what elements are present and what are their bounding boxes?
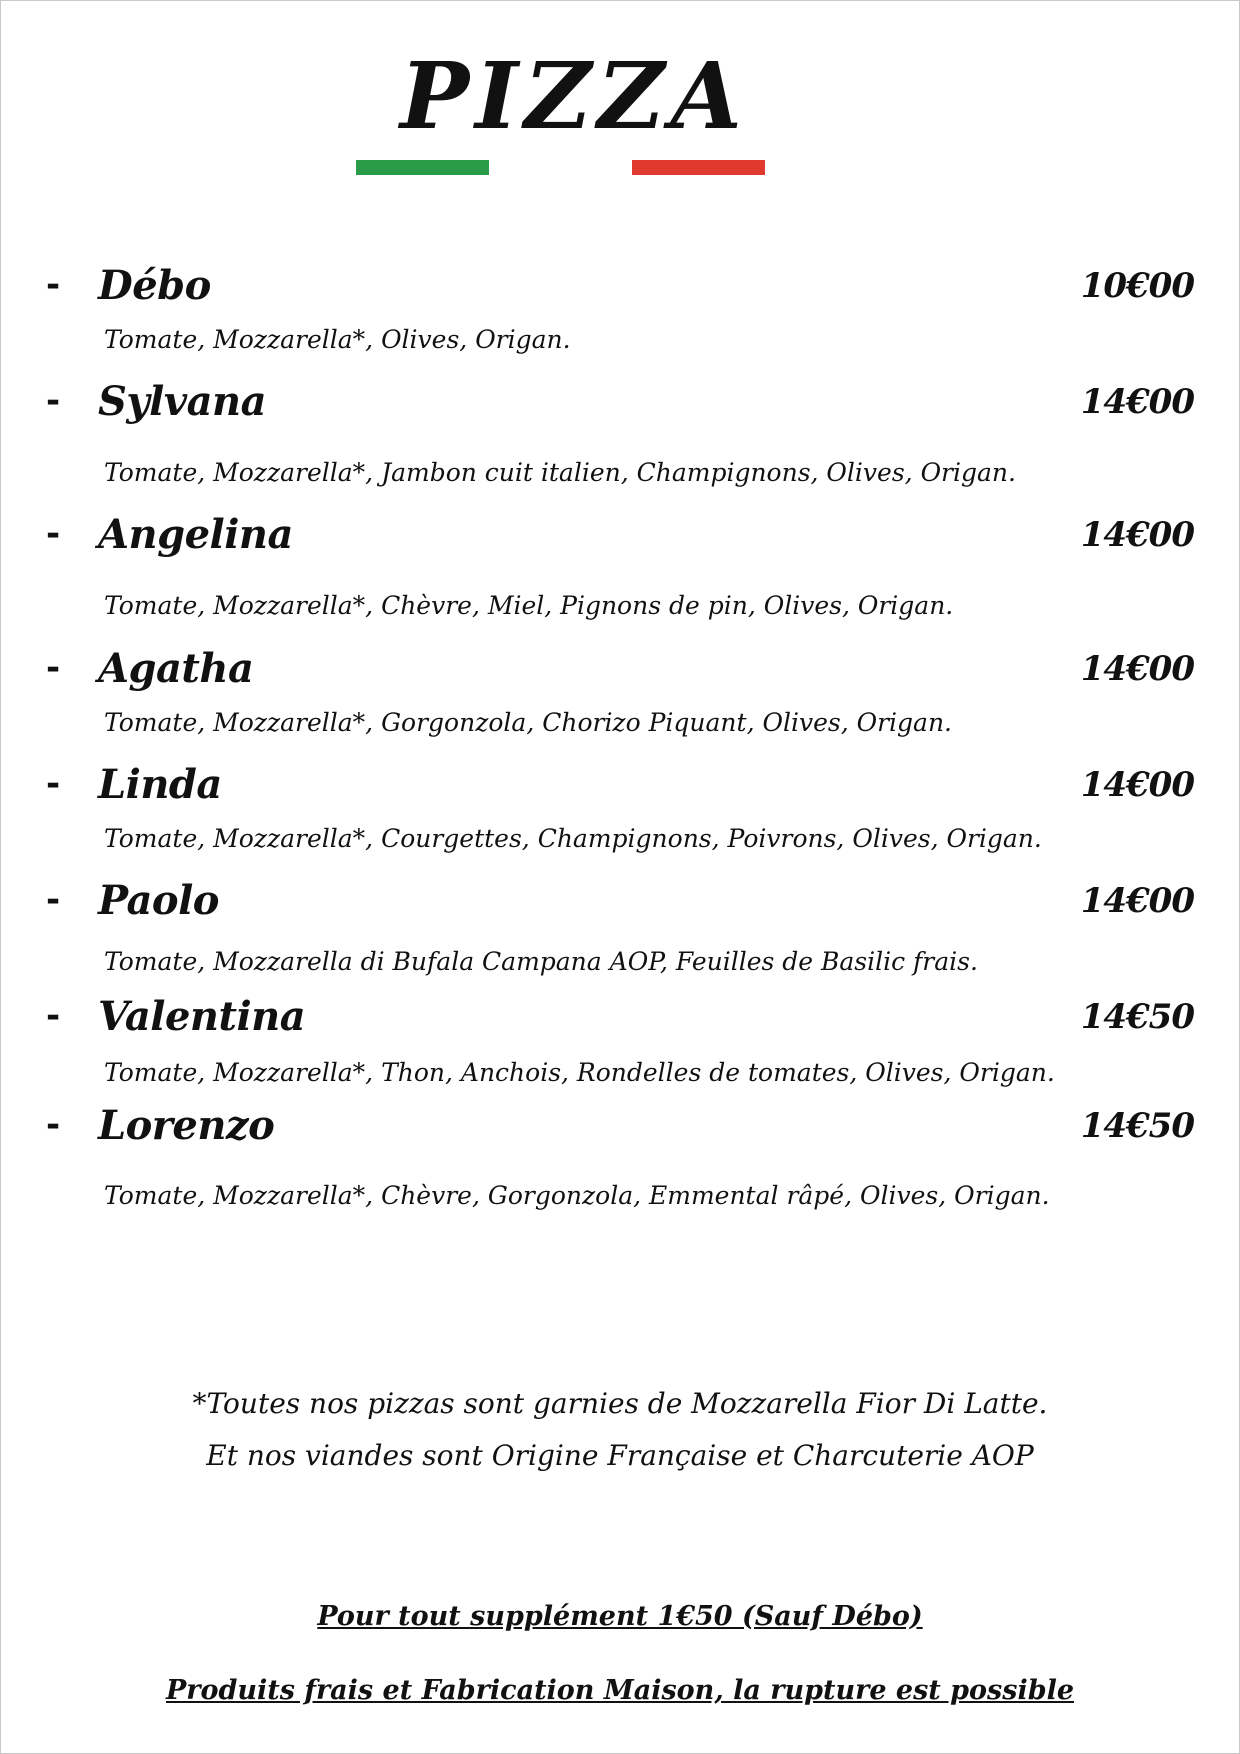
item-price: 14€00 (1080, 382, 1194, 422)
item-description: Tomate, Mozzarella*, Jambon cuit italien, Champignons, Olives, Origan. (104, 458, 1016, 487)
item-dash: - (46, 514, 61, 554)
item-description: Tomate, Mozzarella*, Courgettes, Champignons, Poivrons, Olives, Origan. (104, 824, 1042, 853)
item-dash: - (46, 1105, 61, 1145)
flag-red-bar (632, 160, 765, 175)
menu-title: PIZZA (400, 42, 748, 150)
fresh-products-notice: Produits frais et Fabrication Maison, la rupture est possible (165, 1675, 1075, 1706)
item-price: 14€50 (1080, 997, 1194, 1037)
item-dash: - (46, 648, 61, 688)
item-name: Valentina (98, 993, 306, 1040)
item-name: Angelina (98, 511, 293, 558)
item-price: 14€00 (1080, 881, 1194, 921)
item-dash: - (46, 381, 61, 421)
item-dash: - (46, 996, 61, 1036)
item-description: Tomate, Mozzarella di Bufala Campana AOP, Feuilles de Basilic frais. (104, 947, 978, 976)
item-description: Tomate, Mozzarella*, Gorgonzola, Chorizo Piquant, Olives, Origan. (104, 708, 952, 737)
item-description: Tomate, Mozzarella*, Chèvre, Miel, Pignons de pin, Olives, Origan. (104, 591, 954, 620)
flag-green-bar (356, 160, 489, 175)
item-name: Lorenzo (98, 1102, 275, 1149)
item-description: Tomate, Mozzarella*, Chèvre, Gorgonzola, Emmental râpé, Olives, Origan. (104, 1181, 1050, 1210)
item-description: Tomate, Mozzarella*, Olives, Origan. (104, 325, 571, 354)
footnote-mozzarella: *Toutes nos pizzas sont garnies de Mozzarella Fior Di Latte. (192, 1387, 1048, 1420)
item-dash: - (46, 265, 61, 305)
item-dash: - (46, 880, 61, 920)
item-price: 14€00 (1080, 765, 1194, 805)
item-name: Agatha (98, 645, 254, 692)
item-name: Sylvana (98, 378, 266, 425)
item-price: 10€00 (1080, 266, 1194, 306)
supplement-notice: Pour tout supplément 1€50 (Sauf Débo) (317, 1601, 923, 1632)
item-price: 14€50 (1080, 1106, 1194, 1146)
item-name: Paolo (98, 877, 219, 924)
item-price: 14€00 (1080, 649, 1194, 689)
item-name: Linda (98, 761, 222, 808)
item-price: 14€00 (1080, 515, 1194, 555)
item-name: Débo (98, 262, 211, 309)
item-description: Tomate, Mozzarella*, Thon, Anchois, Rondelles de tomates, Olives, Origan. (104, 1058, 1055, 1087)
item-dash: - (46, 764, 61, 804)
footnote-origin: Et nos viandes sont Origine Française et Charcuterie AOP (206, 1439, 1034, 1472)
